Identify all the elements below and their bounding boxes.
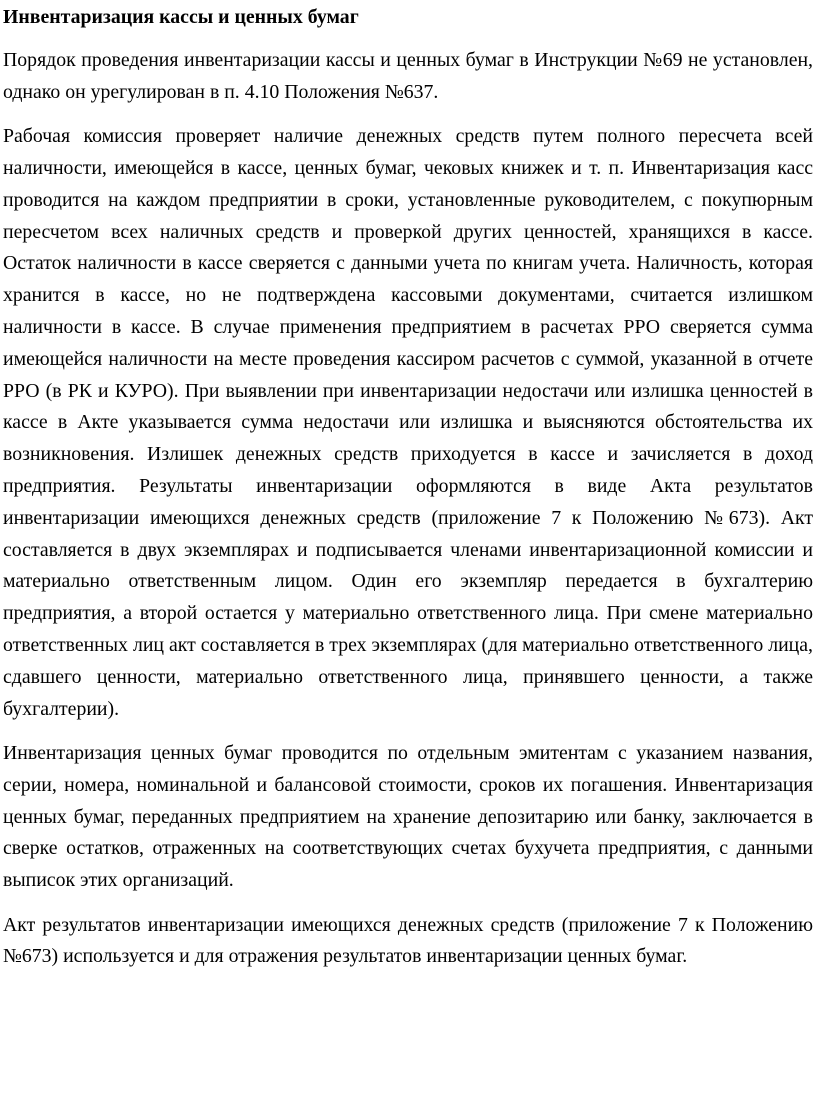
document-title: Инвентаризация кассы и ценных бумаг bbox=[3, 6, 359, 28]
paragraph-cash-inventory: Рабочая комиссия проверяет наличие денежных средств путем полного пересчета всей наличности, имеющейся в кассе, ценных бумаг, чековых книжек и т. п. Инвентаризация касс проводится на каждом предприятии в сроки, установленные руководителем, с покупюрным пересчетом всех наличных средств и проверкой других ценностей, хранящихся в кассе. Остаток наличности в кассе сверяется с данными учета по книгам учета. Наличность, которая хранится в кассе, но не подтверждена кассовыми документами, считается излишком наличности в кассе. В случае применения предприятием в расчетах РРО сверяется сумма имеющейся наличности на месте проведения кассиром расчетов с суммой, указанной в отчете РРО (в РК и КУРО). При выявлении при инвентаризации недостачи или излишка ценностей в кассе в Акте указывается сумма недостачи или излишка и выясняются обстоятельства их возникновения. Излишек денежных средств приходуется в кассе и зачисляется в доход предприятия. Результаты инвентаризации оформляются в виде Акта результатов инвентаризации имеющихся денежных средств (приложение 7 к Положению №673). Акт составляется в двух экземплярах и подписывается членами инвентаризационной комиссии и материально ответственным лицом. Один его экземпляр передается в бухгалтерию предприятия, а второй остается у материально ответственного лица. При смене материально ответственных лиц акт составляется в трех экземплярах (для материально ответственного лица, сдавшего ценности, материально ответственного лица, принявшего ценности, а также бухгалтерии). bbox=[3, 125, 813, 720]
paragraph-act-usage: Акт результатов инвентаризации имеющихся денежных средств (приложение 7 к Положению №673) используется и для отражения результатов инвентаризации ценных бумаг. bbox=[3, 913, 813, 968]
paragraph-securities-inventory: Инвентаризация ценных бумаг проводится по отдельным эмитентам с указанием названия, серии, номера, номинальной и балансовой стоимости, сроков их погашения. Инвентаризация ценных бумаг, переданных предприятием на хранение депозитарию или банку, заключается в сверке остатков, отраженных на соответствующих счетах бухучета предприятия, с данными выписок этих организаций. bbox=[3, 741, 813, 892]
paragraph-procedure: Порядок проведения инвентаризации кассы и ценных бумаг в Инструкции №69 не установлен, однако он урегулирован в п. 4.10 Положения №637. bbox=[3, 49, 813, 103]
